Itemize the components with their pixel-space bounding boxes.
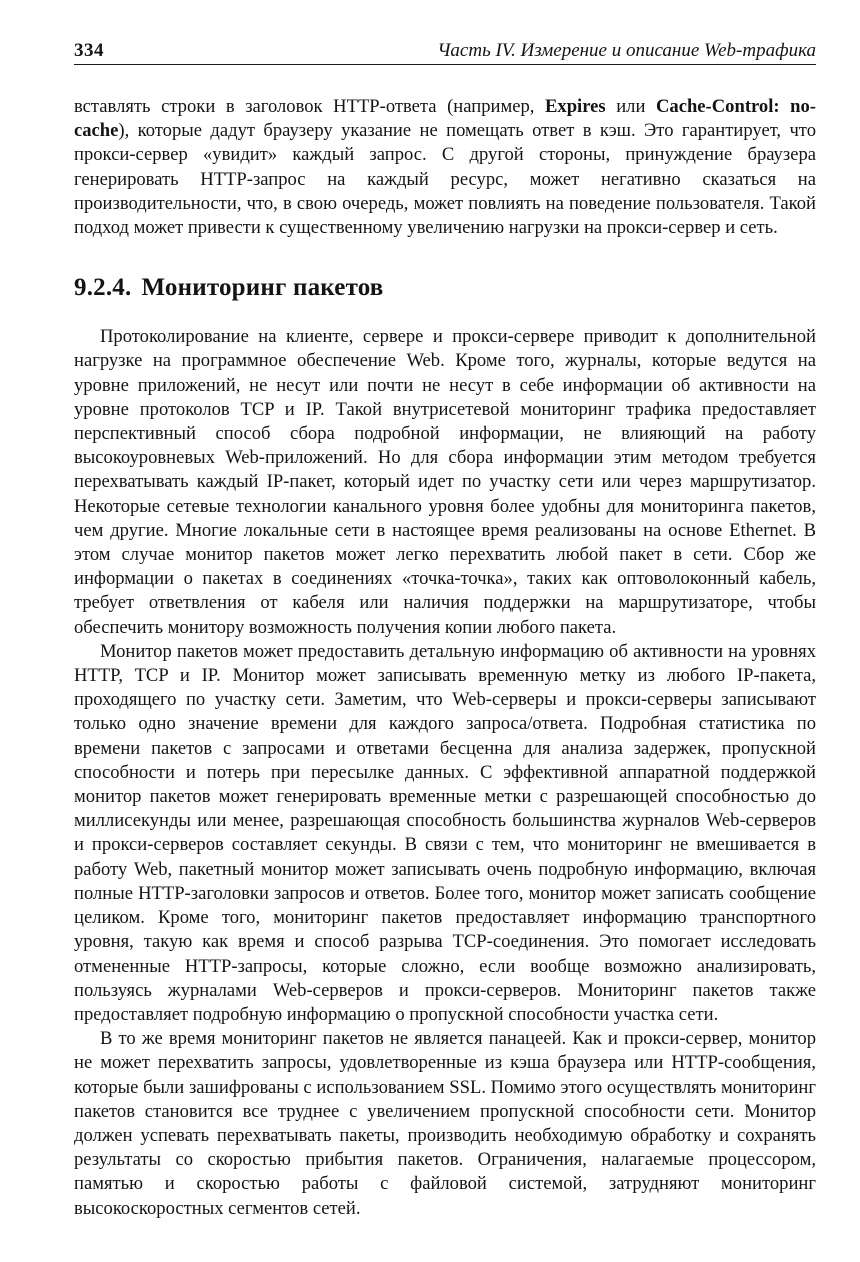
intro-bold-expires: Expires (545, 96, 606, 117)
intro-text-2: или (605, 96, 656, 117)
page-body (74, 95, 816, 1221)
book-page (74, 40, 816, 1221)
paragraph-3: В то же время мониторинг пакетов не является панацеей. Как и прокси-сервер, монитор не может перехватить запросы, удовлетворенные из кэша браузера или HTTP-сообщения, которые были зашифрованы с использованием SSL. Помимо этого осуществлять мониторинг пакетов становится все труднее с увеличением пропускной способности сети. Монитор должен успевать перехватывать пакеты, производить необходимую обработку и сохранять результаты со скоростью прибытия пакетов. Ограничения, налагаемые процессором, памятью и скоростью работы с файловой системой, затрудняют мониторинг высокоскоростных сегментов сетей. (74, 1028, 816, 1219)
chapter-title: Часть IV. Измерение и описание Web-трафика (437, 40, 816, 61)
intro-paragraph (74, 95, 816, 240)
paragraph-2: Монитор пакетов может предоставить детальную информацию об активности на уровнях HTTP, TCP и IP. Монитор может записывать временную метку из любого IP-пакета, проходящего по участку сети. Заметим, что Web-серверы и прокси-серверы записывают только одно значение времени для каждого запроса/ответа. Подробная статистика по времени пакетов с запросами и ответами бесценна для анализа задержек, пропускной способности и потерь при пересылке данных. С эффективной аппаратной поддержкой монитор пакетов может генерировать временные метки с разрешающей способностью до миллисекунды или менее, разрешающая способность большинства журналов Web-серверов и прокси-серверов составляет секунды. В связи с тем, что мониторинг не вмешивается в работу Web, пакетный монитор может записывать очень подробную информацию, включая полные HTTP-заголовки запросов и ответов. Более того, монитор может записать сообщение целиком. Кроме того, мониторинг пакетов предоставляет информацию транспортного уровня, такую как время и способ разрыва TCP-соединения. Это помогает исследовать отмененные HTTP-запросы, которые сложно, если вообще возможно анализировать, пользуясь журналами Web-серверов и прокси-серверов. Мониторинг пакетов также предоставляет подробную информацию о пропускной способности участка сети. (74, 640, 816, 1025)
paragraph-1: Протоколирование на клиенте, сервере и прокси-сервере приводит к дополнительной нагрузке на программное обеспечение Web. Кроме того, журналы, которые ведутся на уровне приложений, не несут или почти не несут в себе информации об активности на уровне протоколов TCP и IP. Такой внутрисетевой мониторинг трафика предоставляет перспективный способ сбора подробной информации, не влияющий на работу высокоуровневых Web-приложений. Но для сбора информации этим методом требуется перехватывать каждый IP-пакет, который идет по участку сети или через маршрутизатор. Некоторые сетевые технологии канального уровня более удобны для мониторинга пакетов, чем другие. Многие локальные сети в настоящее время реализованы на основе Ethernet. В этом случае монитор пакетов может легко перехватить любой пакет в сети. Сбор же информации о пакетах в соединениях «точка-точка», таких как оптоволоконный кабель, требует ответвления от кабеля или наличия поддержки на маршрутизаторе, чтобы обеспечить монитору возможность получения копии любого пакета. (74, 326, 816, 638)
section-number: 9.2.4. (74, 274, 132, 302)
page-number: 334 (74, 40, 104, 61)
section-title: Мониторинг пакетов (141, 274, 384, 302)
running-header (74, 40, 816, 66)
header-rule (74, 64, 816, 65)
intro-text-1: вставлять строки в заголовок HTTP-ответа (например, (74, 96, 546, 117)
intro-text-3: ), которые дадут браузеру указание не помещать ответ в кэш. Это гарантирует, что прокси-сервер «увидит» каждый запрос. С другой стороны, принуждение браузера генерировать HTTP-запрос на каждый ресурс, может негативно сказаться на производительности, что, в свою очередь, может повлиять на поведение пользователя. Такой подход может привести к существенному увеличению нагрузки на прокси-сервер и сеть. (74, 120, 816, 239)
section-heading (74, 273, 816, 303)
intro-bold-cache-control: Cache-Control: no-cache (74, 96, 816, 142)
